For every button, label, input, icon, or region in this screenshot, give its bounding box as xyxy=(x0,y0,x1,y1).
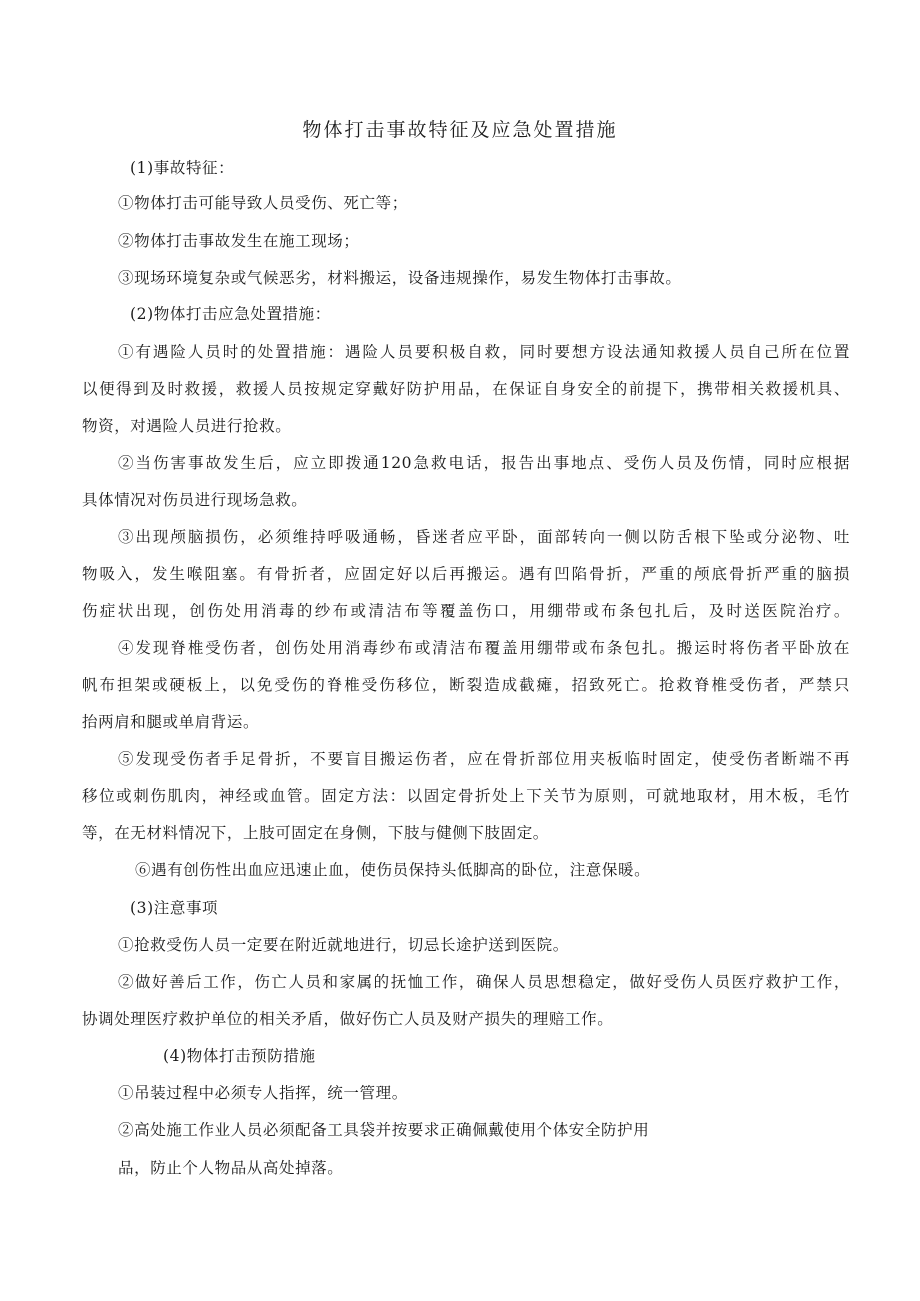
paragraph-line: ②物体打击事故发生在施工现场； xyxy=(118,232,360,250)
paragraph-line: 物资，对遇险人员进行抢救。 xyxy=(82,417,292,435)
paragraph-line: 具体情况对伤员进行现场急救。 xyxy=(82,491,308,509)
paragraph-line: 以便得到及时救援，救援人员按规定穿戴好防护用品，在保证自身安全的前提下，携带相关救援机具、 xyxy=(82,380,850,398)
paragraph-line: ①物体打击可能导致人员受伤、死亡等； xyxy=(118,194,408,212)
paragraph-line: 协调处理医疗救护单位的相关矛盾，做好伤亡人员及财产损失的理赔工作。 xyxy=(82,1010,614,1028)
paragraph-line: ③现场环境复杂或气候恶劣，材料搬运，设备违规操作，易发生物体打击事故。 xyxy=(118,269,682,287)
paragraph-line: 伤症状出现，创伤处用消毒的纱布或清洁布等覆盖伤口，用绷带或布条包扎后，及时送医院治疗。 xyxy=(82,602,850,620)
paragraph-line: ②高处施工作业人员必须配备工具袋并按要求正确佩戴使用个体安全防护用 xyxy=(118,1121,650,1139)
paragraph-line: ⑥遇有创伤性出血应迅速止血，使伤员保持头低脚高的卧位，注意保暖。 xyxy=(135,861,651,879)
paragraph-line: ④发现脊椎受伤者，创伤处用消毒纱布或清洁布覆盖用绷带或布条包扎。搬运时将伤者平卧放在 xyxy=(118,639,850,657)
paragraph-line: 移位或刺伤肌肉，神经或血管。固定方法：以固定骨折处上下关节为原则，可就地取材，用木板，毛竹 xyxy=(82,787,850,805)
section-heading-3: (3)注意事项 xyxy=(130,899,219,917)
section-heading-4: (4)物体打击预防措施 xyxy=(163,1047,316,1065)
section-heading-1: (1)事故特征： xyxy=(130,159,235,177)
paragraph-line: ⑤发现受伤者手足骨折，不要盲目搬运伤者，应在骨折部位用夹板临时固定，使受伤者断端不再 xyxy=(118,750,850,768)
paragraph-line: ③出现颅脑损伤，必须维持呼吸通畅，昏迷者应平卧，面部转向一侧以防舌根下坠或分泌物、吐 xyxy=(118,528,850,546)
paragraph-line: 品，防止个人物品从高处掉落。 xyxy=(118,1159,344,1177)
paragraph-line: 帆布担架或硬板上，以免受伤的脊椎受伤移位，断裂造成截瘫，招致死亡。抢救脊椎受伤者，严禁只 xyxy=(82,676,850,694)
paragraph-line: ②当伤害事故发生后，应立即拨通120急救电话，报告出事地点、受伤人员及伤情，同时应根据 xyxy=(118,454,850,472)
paragraph-line: ①抢救受伤人员一定要在附近就地进行，切忌长途护送到医院。 xyxy=(118,936,569,954)
paragraph-line: ①有遇险人员时的处置措施：遇险人员要积极自救，同时要想方设法通知救援人员自己所在位置 xyxy=(118,343,850,361)
paragraph-line: ①吊装过程中必须专人指挥，统一管理。 xyxy=(118,1084,408,1102)
paragraph-line: 等，在无材料情况下，上肢可固定在身侧，下肢与健侧下肢固定。 xyxy=(82,824,549,842)
paragraph-line: 物吸入，发生喉阻塞。有骨折者，应固定好以后再搬运。遇有凹陷骨折，严重的颅底骨折严重的脑损 xyxy=(82,565,850,583)
section-heading-2: (2)物体打击应急处置措施： xyxy=(130,305,331,323)
paragraph-line: 抬两肩和腿或单肩背运。 xyxy=(82,713,260,731)
paragraph-line: ②做好善后工作，伤亡人员和家属的抚恤工作，确保人员思想稳定，做好受伤人员医疗救护工作， xyxy=(118,973,850,991)
document-title: 物体打击事故特征及应急处置措施 xyxy=(302,119,618,141)
